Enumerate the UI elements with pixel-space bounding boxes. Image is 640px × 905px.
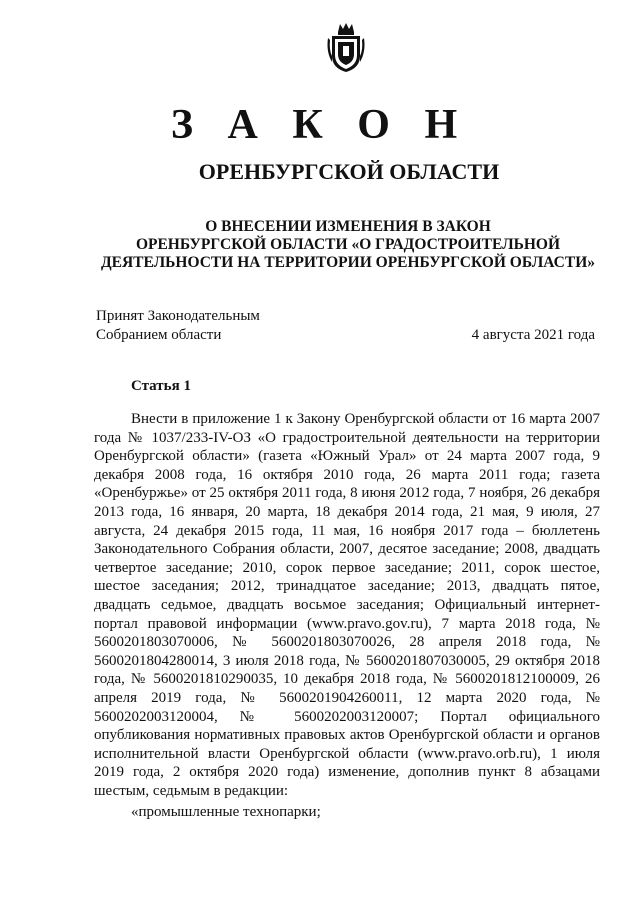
law-title: З А К О Н [170, 102, 470, 148]
adoption-note [96, 307, 260, 345]
article-paragraph: Внести в приложение 1 к Закону Оренбургской области от 16 марта 2007 года № 1037/233-IV-ОЗ «О градостроительной деятельности на территории Оренбургской области» (газета «Южный Урал» от 24 марта 2007 года, 9 декабря 2008 года, 16 октября 2010 года, 26 марта 2011 года; газета «Оренбуржье» от 25 октября 2011 года, 8 июня 2012 года, 7 ноября, 26 декабря 2013 года, 16 января, 20 марта, 18 декабря 2014 года, 21 мая, 9 июля, 27 августа, 24 декабря 2015 года, 11 мая, 16 ноября 2017 года – бюллетень Законодательного Собрания области, 2007, десятое заседание; 2008, двадцать четвертое заседание; 2010, сорок первое заседание; 2011, сорок шестое, шестое заседания; 2012, тринадцатое заседание; 2013, двадцать пятое, двадцать седьмое, двадцать восьмое заседания; Официальный интернет-портал правовой информации (www.pravo.gov.ru), 7 марта 2018 года, № 5600201803070006, № 5600201803070026, 28 апреля 2018 года, № 5600201804280014, 3 июля 2018 года, № 5600201807030005, 29 октября 2018 года, № 5600201810290035, 10 декабря 2018 года, № 5600201812100009, 26 апреля 2019 года, № 5600201904260011, 12 марта 2020 года, № 5600202003120004, № 5600202003120007; Портал официального опубликования нормативных правовых актов Оренбургской области и органов исполнительной власти Оренбургской области (www.pravo.orb.ru), 1 июля 2019 года, 2 октября 2020 года) изменение, дополнив пункт 8 абзацами шестым, седьмым в редакции: [94, 411, 600, 799]
law-subject [100, 218, 596, 272]
law-subject-line: ОРЕНБУРГСКОЙ ОБЛАСТИ «О ГРАДОСТРОИТЕЛЬНОЙ [135, 236, 561, 253]
region-name: ОРЕНБУРГСКОЙ ОБЛАСТИ [198, 159, 500, 184]
coat-of-arms-icon [326, 22, 366, 74]
adoption-line: Собранием области [96, 327, 222, 343]
adoption-line: Принят Законодательным [96, 308, 260, 324]
article-title: Статья 1 [131, 378, 191, 394]
adoption-date: 4 августа 2021 года [471, 327, 595, 343]
law-subject-line: ДЕЯТЕЛЬНОСТИ НА ТЕРРИТОРИИ ОРЕНБУРГСКОЙ ОБЛАСТИ» [100, 254, 596, 271]
law-subject-line: О ВНЕСЕНИИ ИЗМЕНЕНИЯ В ЗАКОН [205, 218, 491, 235]
quoted-text: «промышленные технопарки; [131, 804, 321, 820]
